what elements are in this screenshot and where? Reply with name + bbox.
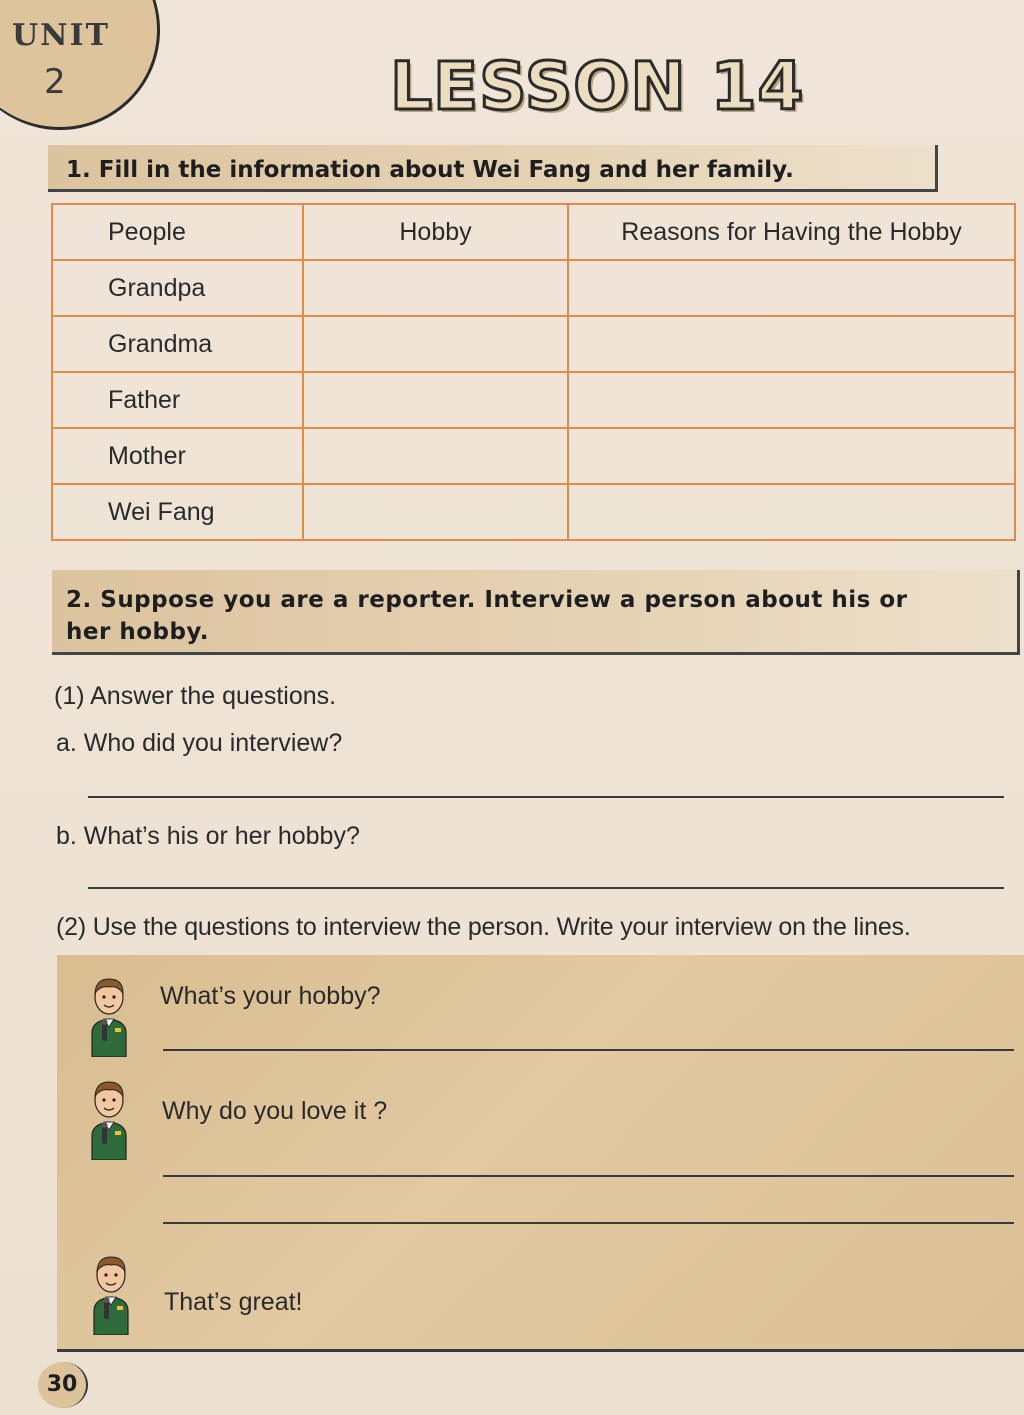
hobby-cell[interactable] — [303, 260, 568, 316]
hobby-cell[interactable] — [303, 428, 568, 484]
section-2-heading — [52, 570, 1020, 655]
section-1-heading: 1. Fill in the information about Wei Fang and her family. — [48, 145, 938, 192]
reporter-boy-icon — [86, 1253, 136, 1335]
header-hobby: Hobby — [303, 204, 568, 260]
question-a: a. Who did you interview? — [56, 729, 343, 757]
table-row — [52, 260, 1015, 316]
page-number: 30 — [38, 1362, 88, 1408]
table-row — [52, 316, 1015, 372]
answer-line-b[interactable] — [88, 887, 1004, 889]
header-people: People — [52, 204, 303, 260]
interview-closing: That’s great! — [164, 1288, 303, 1316]
row-person: Wei Fang — [52, 484, 303, 540]
unit-label: UNIT — [12, 18, 110, 53]
lesson-title: LESSON 14 — [390, 48, 805, 125]
reporter-boy-icon — [84, 1078, 134, 1160]
reason-cell[interactable] — [568, 316, 1015, 372]
reason-cell[interactable] — [568, 372, 1015, 428]
header-reasons: Reasons for Having the Hobby — [568, 204, 1015, 260]
unit-number: 2 — [44, 62, 66, 102]
row-person: Father — [52, 372, 303, 428]
hobby-cell[interactable] — [303, 372, 568, 428]
part-1-label: (1) Answer the questions. — [54, 682, 337, 710]
family-hobby-table — [51, 203, 1016, 541]
row-person: Grandma — [52, 316, 303, 372]
interview-question-2: Why do you love it ? — [162, 1097, 388, 1125]
interview-answer-line-3[interactable] — [163, 1222, 1014, 1224]
section-2-heading-line1: 2. Suppose you are a reporter. Interview a person about his or — [66, 587, 908, 613]
reporter-boy-icon — [84, 975, 134, 1057]
interview-answer-line-2[interactable] — [163, 1175, 1014, 1177]
table-row — [52, 484, 1015, 540]
table-row — [52, 428, 1015, 484]
table-header-row — [52, 204, 1015, 260]
row-person: Mother — [52, 428, 303, 484]
table-row — [52, 372, 1015, 428]
reason-cell[interactable] — [568, 428, 1015, 484]
answer-line-a[interactable] — [88, 796, 1004, 798]
interview-answer-line-1[interactable] — [163, 1049, 1014, 1051]
part-2-label: (2) Use the questions to interview the person. Write your interview on the lines. — [56, 913, 911, 941]
question-b: b. What’s his or her hobby? — [56, 822, 360, 850]
hobby-cell[interactable] — [303, 484, 568, 540]
section-2-heading-line2: her hobby. — [66, 619, 210, 645]
hobby-cell[interactable] — [303, 316, 568, 372]
interview-question-1: What’s your hobby? — [160, 982, 381, 1010]
row-person: Grandpa — [52, 260, 303, 316]
reason-cell[interactable] — [568, 484, 1015, 540]
reason-cell[interactable] — [568, 260, 1015, 316]
